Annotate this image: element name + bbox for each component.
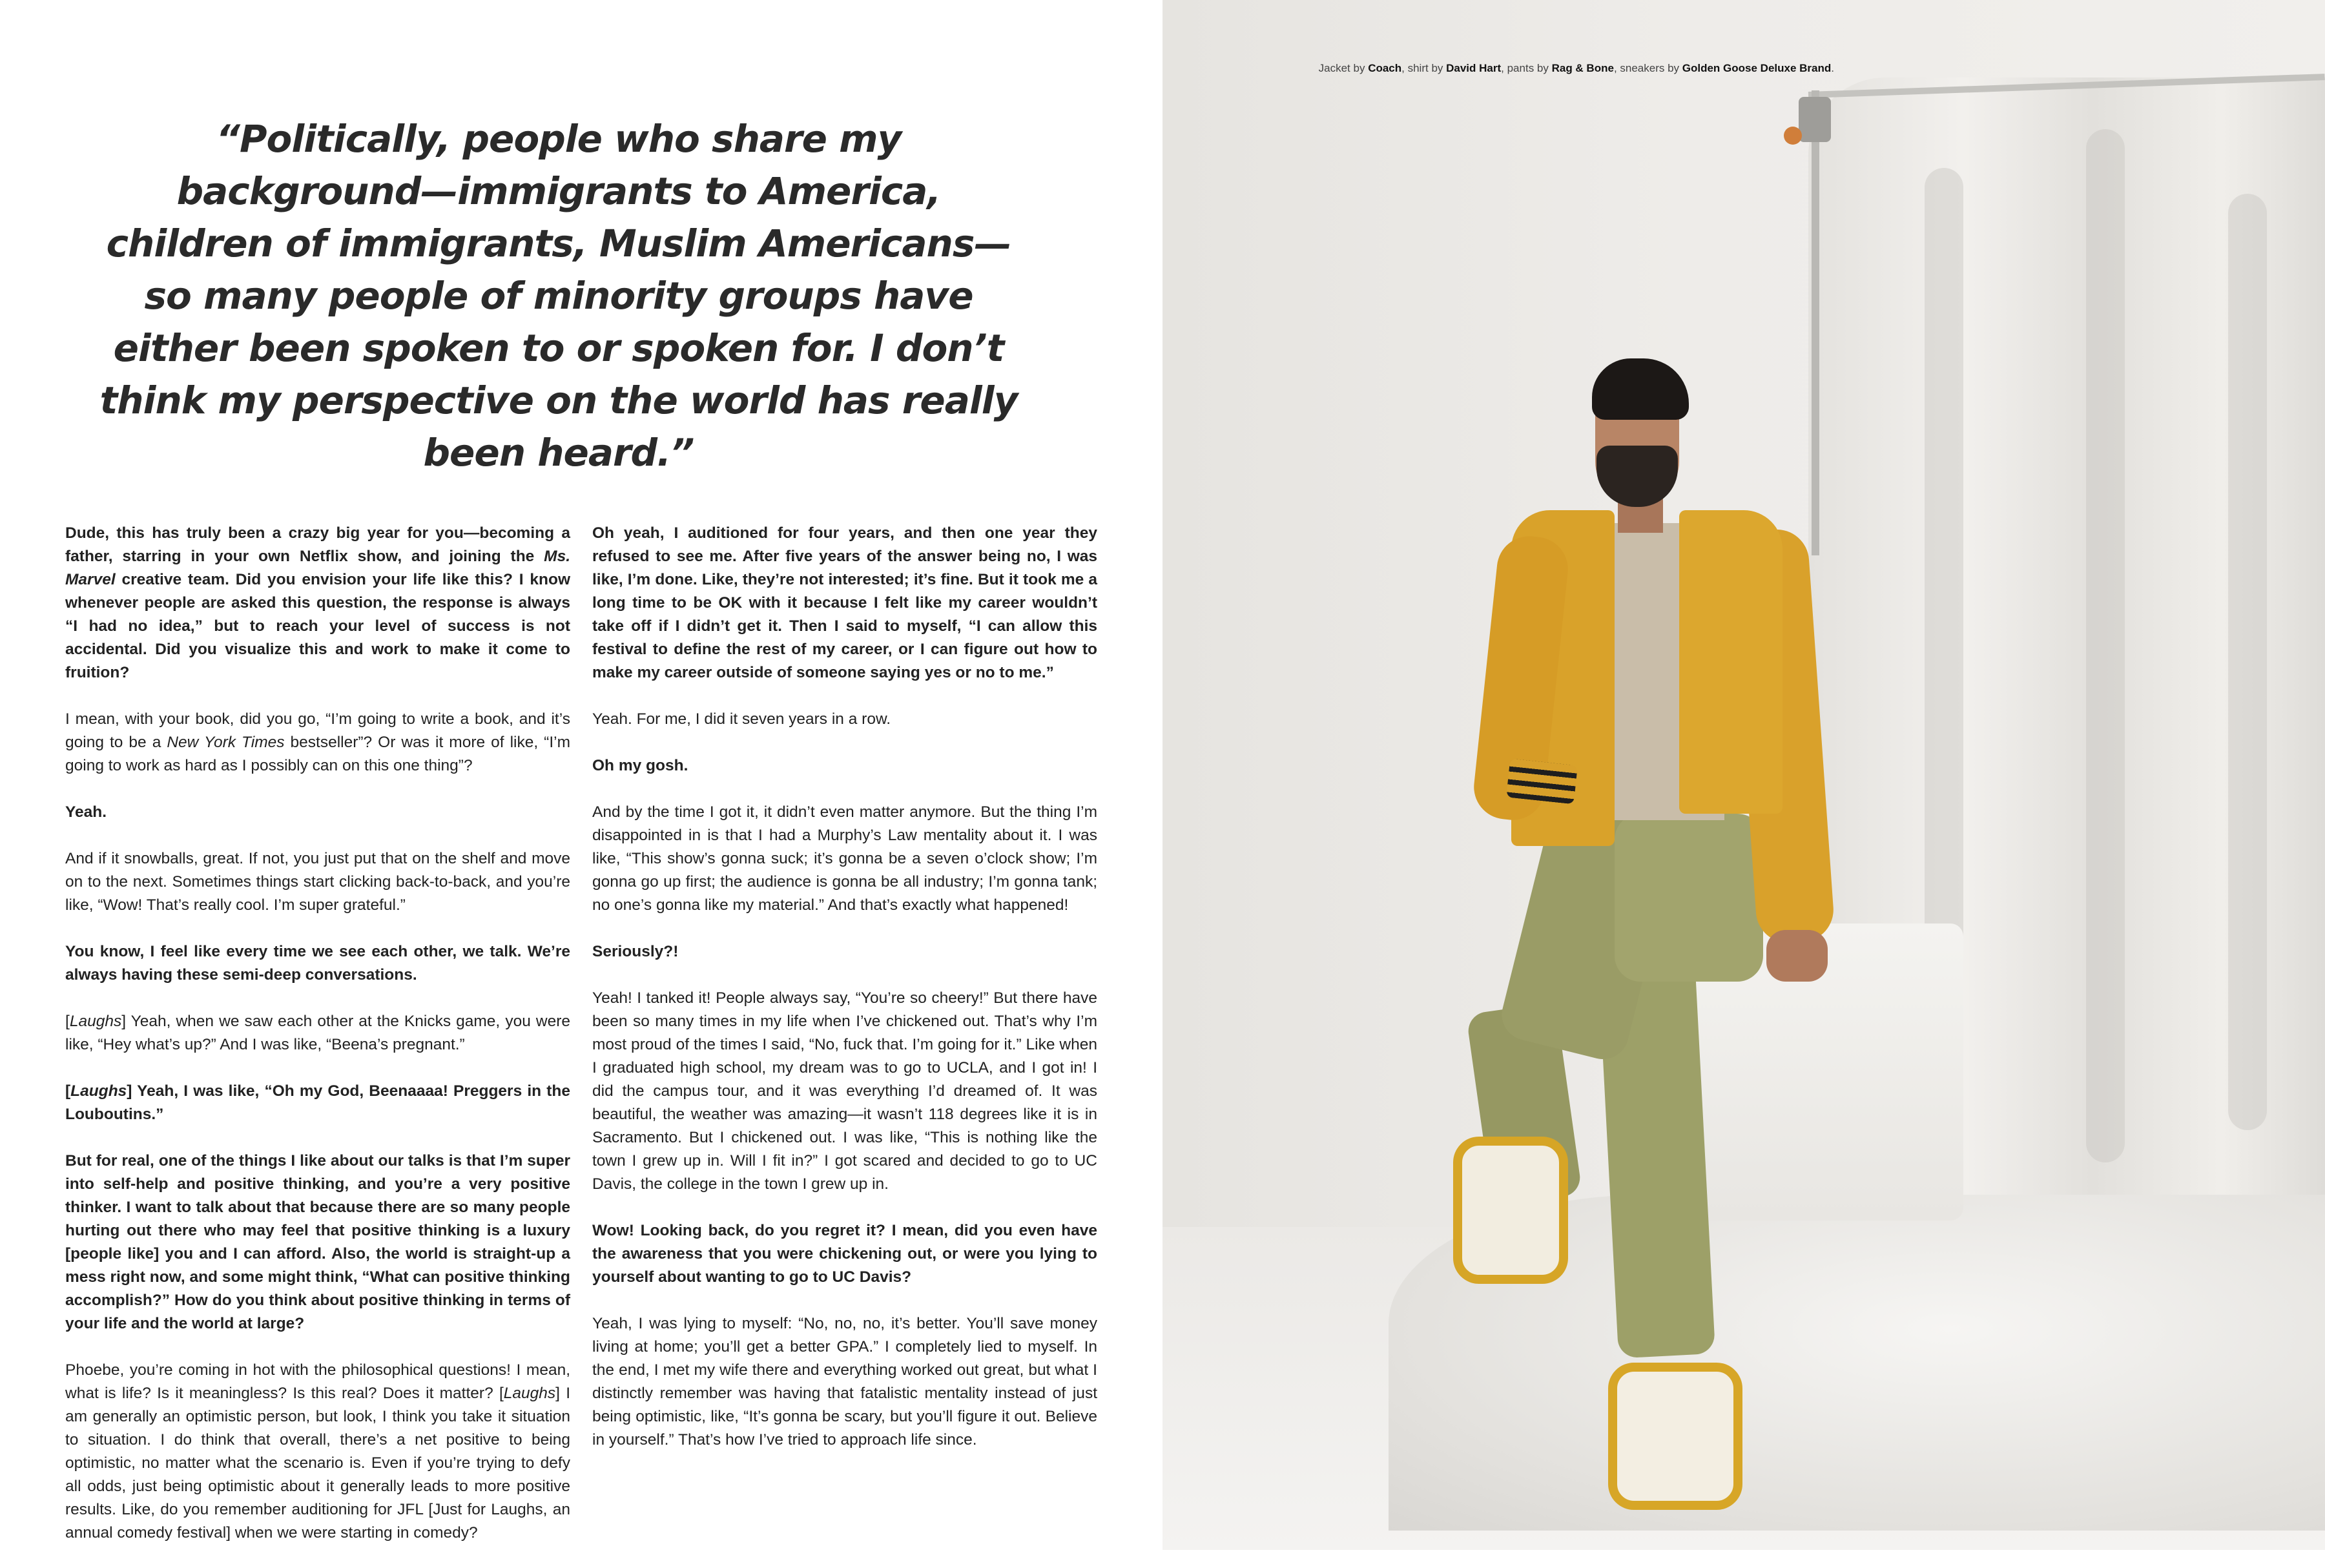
pull-quote: “Politically, people who share my background—immigrants to America, children of immigrants, Muslim Americans—so many people of minority groups have either been spoken to or spoken for. I don’t think my perspective on the world has really been heard.” [99,117,1018,475]
interview-question: Oh my gosh. [592,757,688,774]
interview-answer: And if it snowballs, great. If not, you just put that on the shelf and move on to the next. Sometimes things start clicking back-to-back, and you’re like, “Wow! That’s really cool. I’m super grateful.” [65,850,570,914]
interview-question: You know, I feel like every time we see each other, we talk. We’re always having these semi-deep conversations. [65,943,570,984]
right-thigh [1615,814,1763,982]
jacket-right-panel [1679,510,1782,814]
interview-question: Seriously?! [592,943,679,960]
interview-answer: Yeah. For me, I did it seven years in a row. [592,710,891,728]
left-sneaker [1453,1137,1568,1284]
article-column-left [65,522,570,1568]
c-stand-clamp [1799,97,1831,142]
interview-answer: Yeah! I tanked it! People always say, “You’re so cheery!” But there have been so many times in my life when I’ve chickened out. That’s why I’m most proud of the times I said, “No, fuck that. I’m going for it.” Like when I graduated high school, my dream was to go to UCLA, and I got in! I did the campus tour, and it was everything I’d dreamed of. It was beautiful, the weather was amazing—it wasn’t 118 degrees like it is in Sacramento. But I chickened out. I was like, “This is nothing like the town I grew up in. Will I fit in?” I got scared and decided to go to UC Davis, the college in the town I grew up in. [592,989,1097,1193]
c-stand-pole [1812,90,1819,555]
striped-cuff [1506,759,1578,805]
interview-answer: [Laughs] Yeah, when we saw each other at the Knicks game, you were like, “Hey what’s up?” And I was like, “Beena’s pregnant.” [65,1013,570,1053]
drape-fold [2086,129,2125,1162]
interview-question: Yeah. [65,803,107,821]
hand [1766,930,1828,982]
interview-question: Oh yeah, I auditioned for four years, and then one year they refused to see me. After five years of the answer being no, I was like, I’m done. Like, they’re not interested; it’s fine. But it took me a long time to be OK with it because I felt like my career wouldn’t take off if I didn’t get it. Then I said to myself, “I can allow this festival to define the rest of my career, or I can figure out how to make my career outside of someone saying yes or no to me.” [592,524,1097,681]
interview-question: But for real, one of the things I like about our talks is that I’m super into self-help and positive thinking, and you’re a very positive thinker. I want to talk about that because there are so many people hurting out there who may feel that positive thinking is a luxury [people like] you and I can afford. Also, the world is straight-up a mess right now, and some might think, “What can positive thinking accomplish?” How do you think about positive thinking in terms of your life and the world at large? [65,1152,570,1332]
interview-answer: And by the time I got it, it didn’t even matter anymore. But the thing I’m disappointed in is that I had a Murphy’s Law mentality about it. I was like, “This show’s gonna suck; it’s gonna be a seven o’clock show; I’m gonna go up first; the audience is gonna be all industry; I’m gonna tank; no one’s gonna like my material.” And that’s exactly what happened! [592,803,1097,914]
interview-question: [Laughs] Yeah, I was like, “Oh my God, Beenaaaa! Preggers in the Louboutins.” [65,1082,570,1123]
interview-answer: Yeah, I was lying to myself: “No, no, no, it’s better. You’ll save money living at home; you’ll get a better GPA.” I completely lied to myself. In the end, I met my wife there and everything worked out great, but what I distinctly remember was having that fatalistic mentality instead of just being optimistic, like, “It’s gonna be scary, but you’ll figure it out. Believe in yourself.” That’s how I’ve tried to approach life since. [592,1315,1097,1449]
left-page [0,0,1162,1550]
photo-credits: Jacket by Coach, shirt by David Hart, pants by Rag & Bone, sneakers by Golden Goose Deluxe Brand. [1318,62,1834,74]
interview-answer: I mean, with your book, did you go, “I’m going to write a book, and it’s going to be a New York Times bestseller”? Or was it more of like, “I’m going to work as hard as I possibly can on this one thing”? [65,710,570,774]
article-column-right [592,522,1097,1475]
drape-fold [2228,194,2267,1130]
interview-question: Dude, this has truly been a crazy big year for you—becoming a father, starring in your own Netflix show, and joining the Ms. Marvel creative team. Did you envision your life like this? I know whenever people are asked this question, the response is always “I had no idea,” but to reach your level of success is not accidental. Did you visualize this and work to make it come to fruition? [65,524,570,681]
right-sneaker [1608,1363,1742,1510]
portrait-photo [1162,0,2325,1550]
clamp-knob [1784,127,1802,145]
interview-answer: Phoebe, you’re coming in hot with the philosophical questions! I mean, what is life? Is it meaningless? Is this real? Does it matter? [Laughs] I am generally an optimistic person, but look, I think you take it situation to situation. I do think that overall, there’s a net positive to being optimistic, no matter what the scenario is. Even if you’re trying to defy all odds, just being optimistic about it generally leads to more positive results. Like, do you remember auditioning for JFL [Just for Laughs, an annual comedy festival] when we were starting in comedy? [65,1361,570,1542]
interview-question: Wow! Looking back, do you regret it? I mean, did you even have the awareness that you were chickening out, or were you lying to yourself about wanting to go to UC Davis? [592,1222,1097,1286]
